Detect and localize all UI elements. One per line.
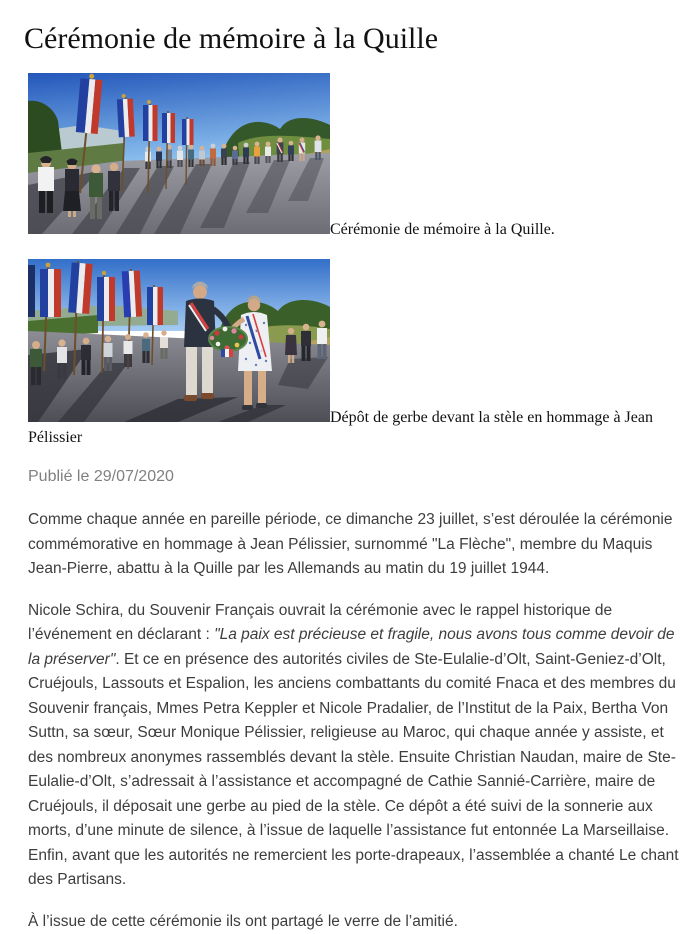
- page-title: Cérémonie de mémoire à la Quille: [24, 20, 684, 58]
- ceremony-crowd-photo: [28, 73, 330, 234]
- paragraph-text: . Et ce en présence des autorités civiles de Ste-Eulalie-d’Olt, Saint-Geniez-d’Olt, Cruéjouls, Lassouts et Espalion, les anciens combattants du comité Fnaca et des membres du Souvenir français, Mmes Petra Keppler et Nicole Pradalier, de l’Institut de la Paix, Bertha Von Suttn, sa sœur, Sœur Monique Pélissier, religieuse au Maroc, qui chaque année y assiste, et des nombreux anonymes rassemblés devant la stèle. Ensuite Christian Naudan, maire de Ste-Eulalie-d’Olt, s’adressait à l’assistance et accompagné de Cathie Sannié-Carrière, maire de Cruéjouls, il déposait une gerbe au pied de la stèle. Ce dépôt a été suivi de la sonnerie aux morts, d’une minute de silence, à l’issue de laquelle l’assistance fut entonnée La Marseillaise. Enfin, avant que les autorités ne remercient les porte-drapeaux, l’assemblée a chanté Le chant des Partisans.: [28, 651, 679, 889]
- figure-ceremony: [28, 73, 684, 240]
- photo-caption: Dépôt de gerbe devant la stèle en hommage à Jean Pélissier: [28, 409, 653, 446]
- figure-wreath: [28, 259, 684, 448]
- wreath-laying-photo: [28, 259, 330, 422]
- quoted-speech: "La paix est précieuse et fragile, nous avons tous comme devoir de la préserver": [28, 626, 675, 668]
- article-paragraph: [28, 508, 684, 582]
- article-paragraph: [28, 599, 684, 893]
- paragraph-text: À l’issue de cette cérémonie ils ont partagé le verre de l’amitié.: [28, 913, 458, 930]
- article-body: [28, 508, 684, 934]
- paragraph-text: Nicole Schira, du Souvenir Français ouvrait la cérémonie avec le rappel historique de l’événement en déclarant :: [28, 602, 612, 644]
- photo-caption: Cérémonie de mémoire à la Quille.: [330, 221, 555, 238]
- article-paragraph: [28, 910, 684, 934]
- paragraph-text: Comme chaque année en pareille période, ce dimanche 23 juillet, s’est déroulée la cérémonie commémorative en hommage à Jean Pélissier, surnommé "La Flèche", membre du Maquis Jean-Pierre, abattu à la Quille par les Allemands au matin du 19 juillet 1944.: [28, 511, 673, 577]
- published-date: Publié le 29/07/2020: [28, 467, 684, 487]
